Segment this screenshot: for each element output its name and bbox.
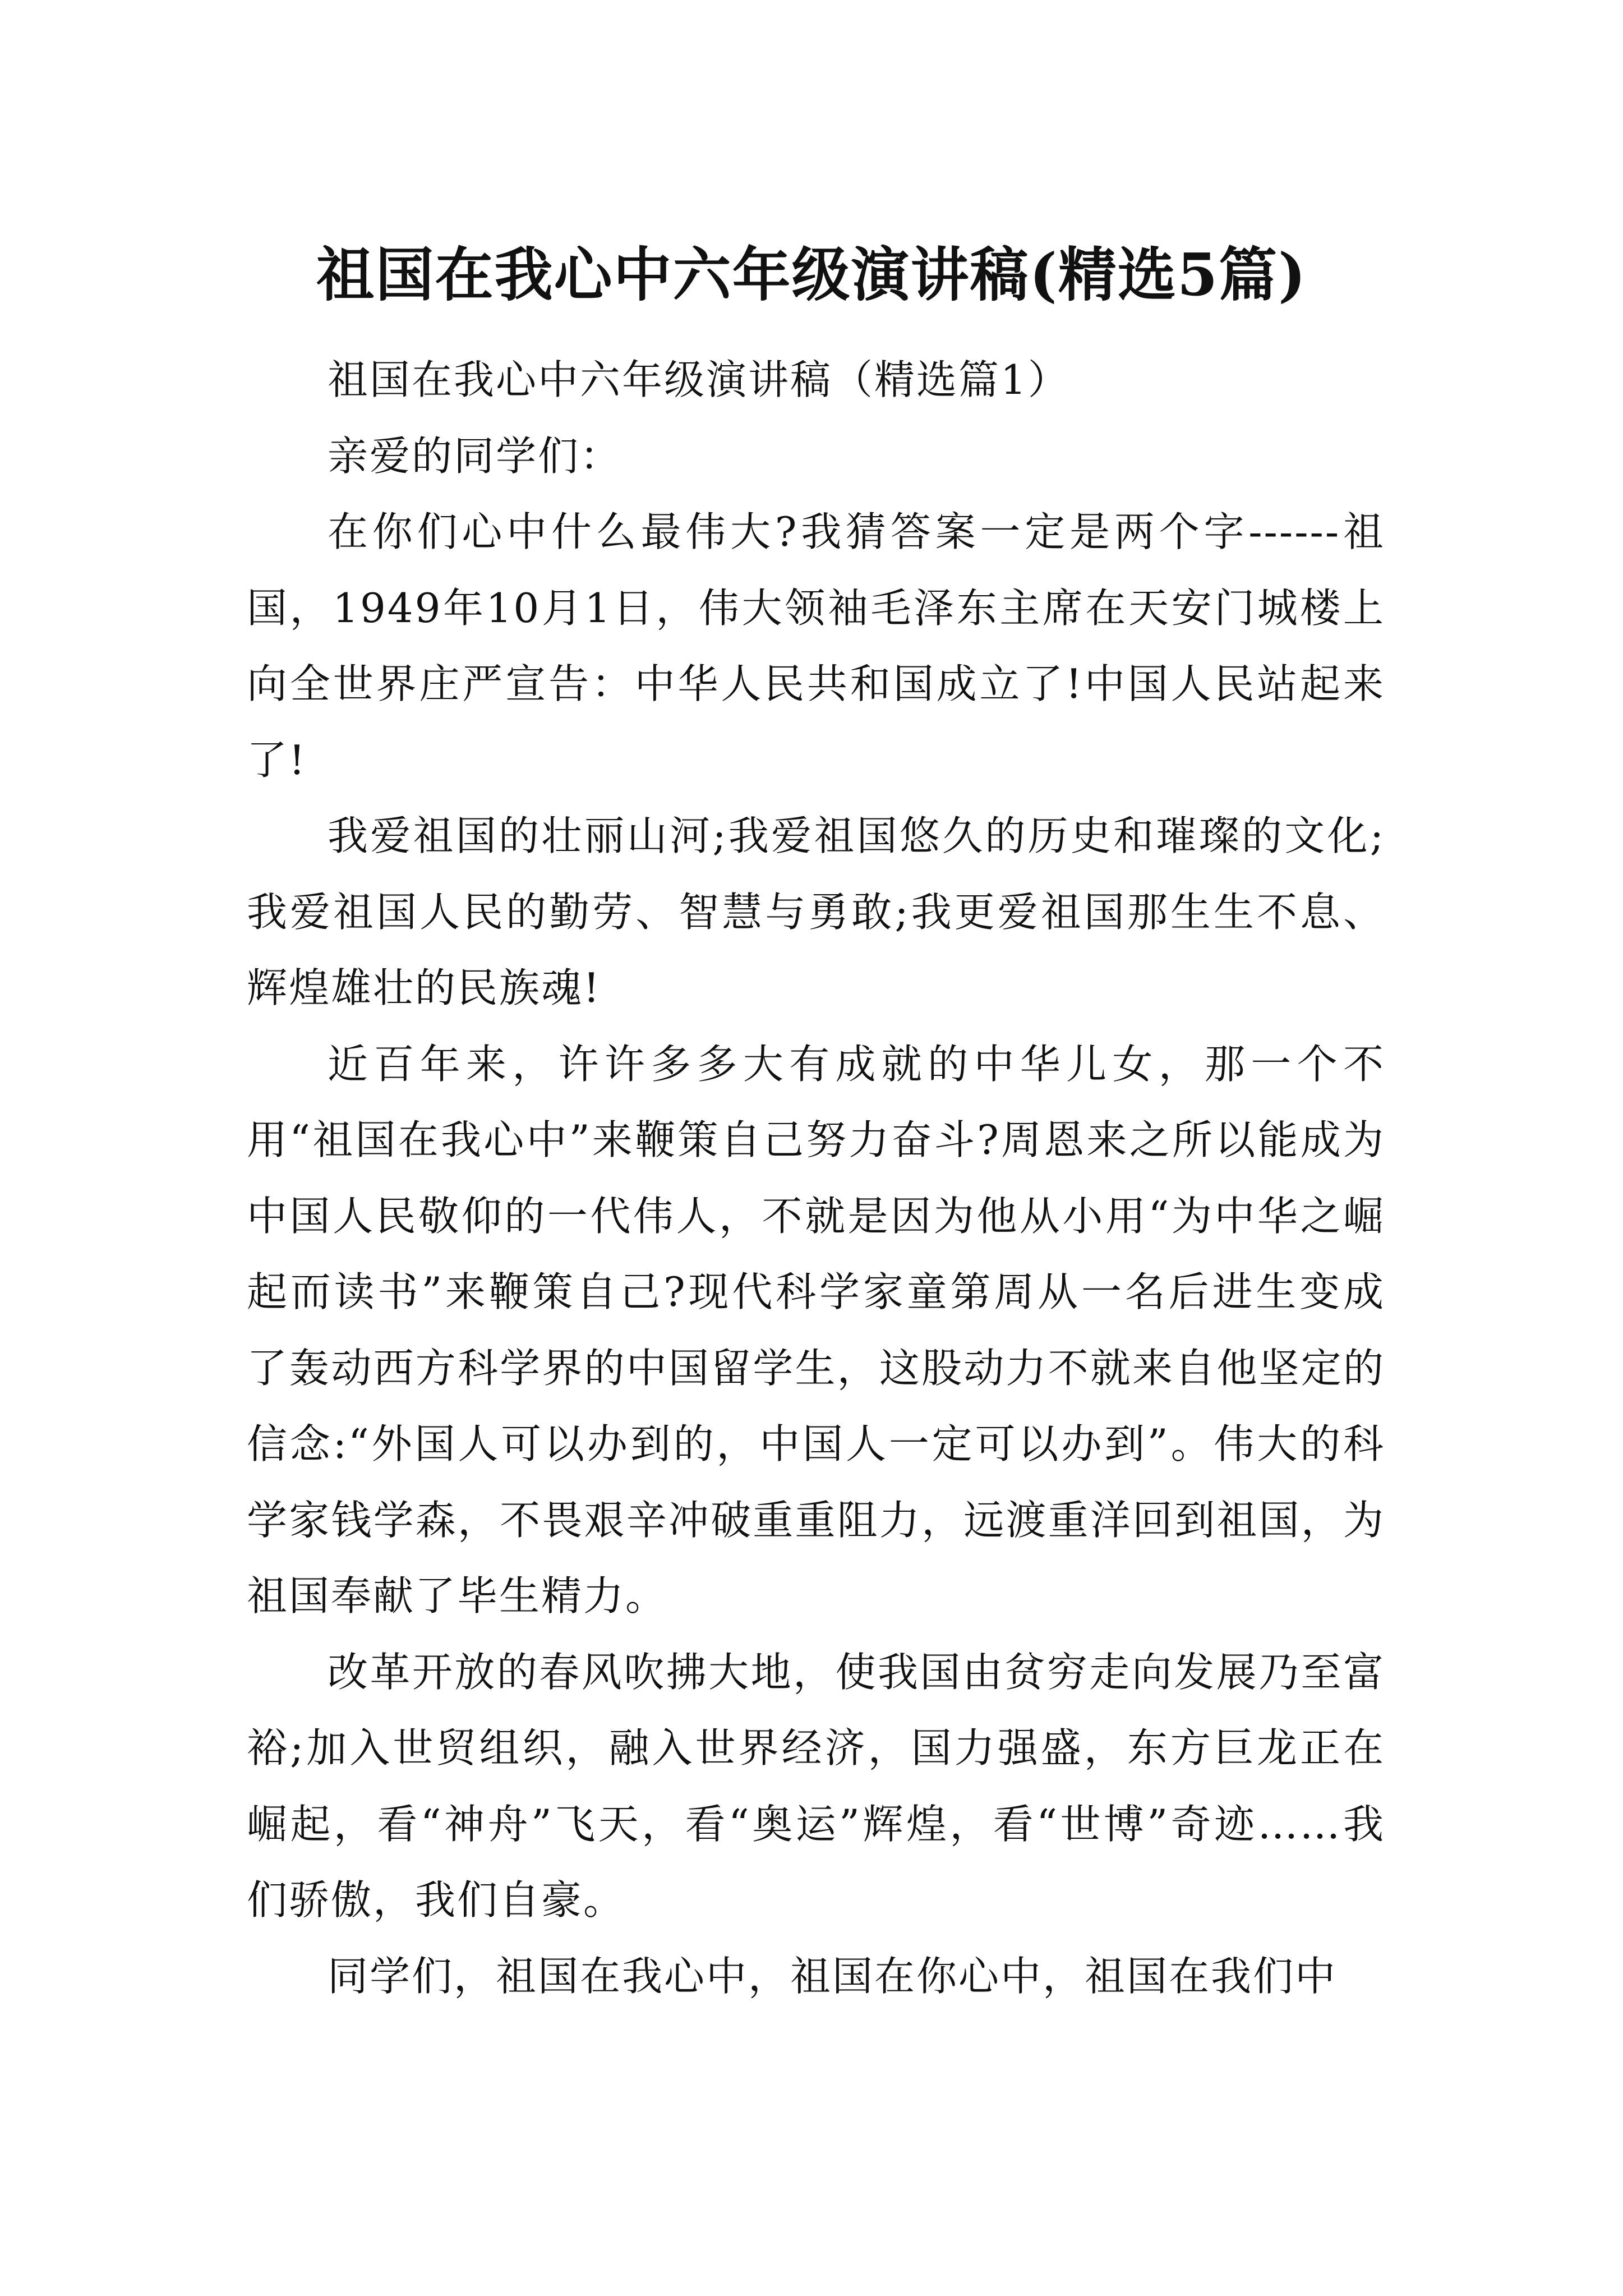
document-body [247, 342, 1385, 2014]
paragraph: 我爱祖国的壮丽山河;我爱祖国悠久的历史和璀璨的文化;我爱祖国人民的勤劳、智慧与勇敢;我更爱祖国那生生不息、辉煌雄壮的民族魂! [247, 812, 1385, 1011]
paragraph: 近百年来，许许多多大有成就的中华儿女，那一个不用“祖国在我心中”来鞭策自己努力奋斗?周恩来之所以能成为中国人民敬仰的一代伟人，不就是因为他从小用“为中华之崛起而读书”来鞭策自己?现代科学家童第周从一名后进生变成了轰动西方科学界的中国留学生，这股动力不就来自他坚定的信念:“外国人可以办到的，中国人一定可以办到”。伟大的科学家钱学森，不畏艰辛冲破重重阻力，远渡重洋回到祖国，为祖国奉献了毕生精力。 [247, 1040, 1385, 1619]
paragraph: 在你们心中什么最伟大?我猜答案一定是两个字------祖国，1949年10月1日，伟大领袖毛泽东主席在天安门城楼上向全世界庄严宣告：中华人民共和国成立了!中国人民站起来了! [247, 508, 1385, 784]
paragraph-salutation: 亲爱的同学们： [328, 432, 623, 480]
paragraph: 同学们，祖国在我心中，祖国在你心中，祖国在我们中 [328, 1952, 1338, 2000]
paragraph-subtitle: 祖国在我心中六年级演讲稿（精选篇1） [328, 356, 1070, 403]
document-title: 祖国在我心中六年级演讲稿(精选5篇) [316, 240, 1307, 309]
paragraph: 改革开放的春风吹拂大地，使我国由贫穷走向发展乃至富裕;加入世贸组织，融入世界经济，国力强盛，东方巨龙正在崛起，看“神舟”飞天，看“奥运”辉煌，看“世博”奇迹……我们骄傲，我们自豪。 [247, 1648, 1385, 1924]
